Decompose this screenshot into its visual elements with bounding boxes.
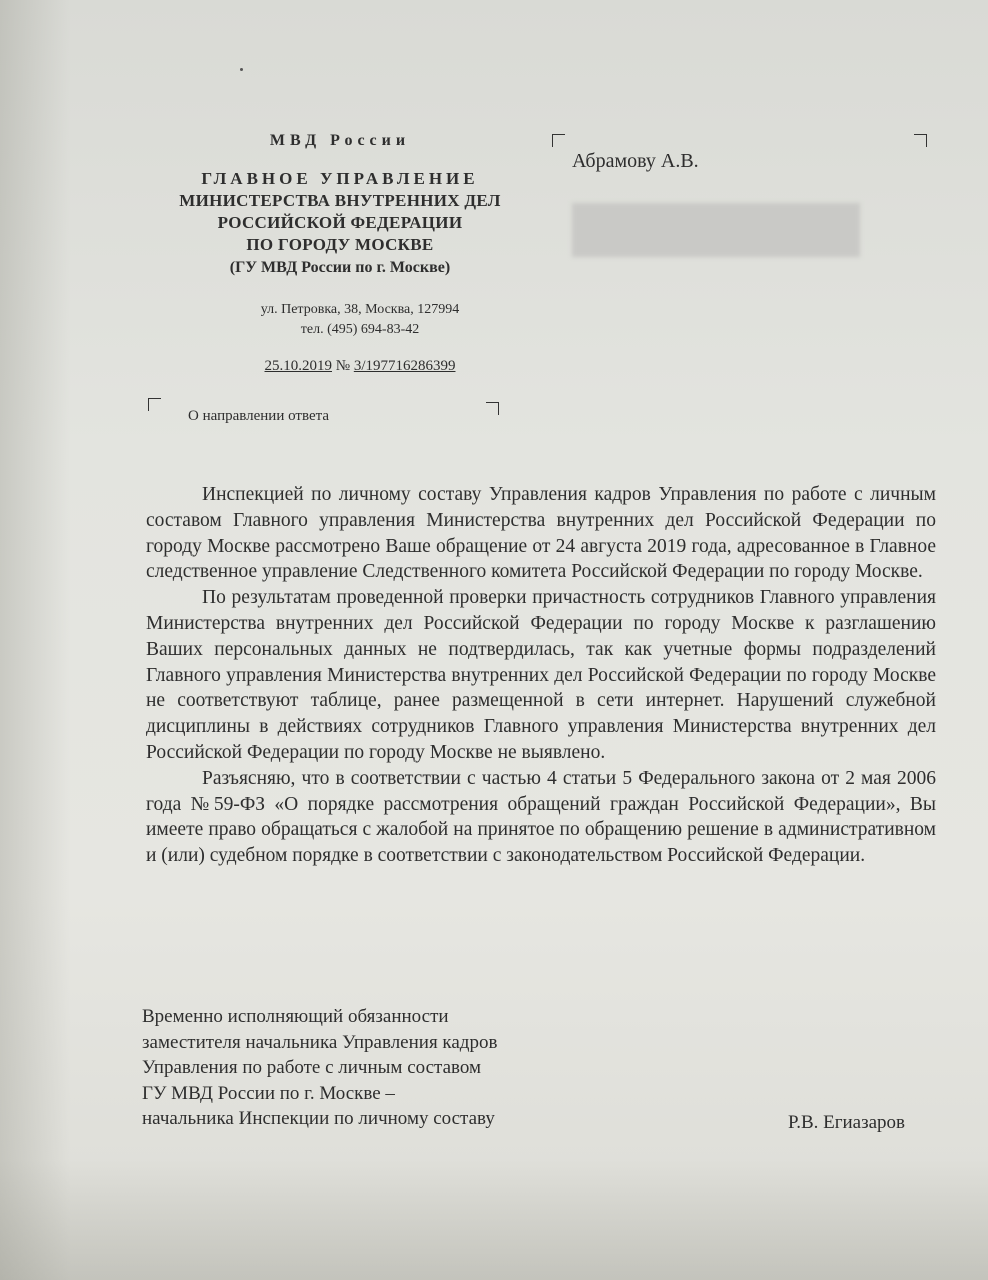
body-paragraph-3: Разъясняю, что в соответствии с частью 4 статьи 5 Федерального закона от 2 мая 2006 года №59-ФЗ «О порядке рассмотрения обращений граждан Российской Федерации», Вы имеете право обращаться с жалобой на принятое по обращению решение в административном и (или) судебном порядке в соответствии с законодательством Российской Федерации. — [146, 767, 936, 867]
paper-speck — [240, 68, 243, 71]
dept-line-4: ПО ГОРОДУ МОСКВЕ — [246, 235, 434, 254]
position-line-4: ГУ МВД России по г. Москве – — [142, 1082, 395, 1104]
letter-body — [146, 482, 936, 869]
redacted-address — [572, 203, 860, 257]
letterhead — [140, 132, 540, 375]
page-shadow-bottom — [0, 1160, 988, 1280]
number-sign: № — [335, 358, 351, 374]
dept-line-1: ГЛАВНОЕ УПРАВЛЕНИЕ — [201, 169, 479, 188]
letter-date: 25.10.2019 — [264, 358, 332, 374]
postal-address — [140, 300, 540, 340]
position-line-5: начальника Инспекции по личному составу — [142, 1108, 495, 1129]
registration-line — [140, 358, 540, 375]
signatory-name: Р.В. Егиазаров — [788, 1112, 906, 1133]
dept-line-3: РОССИЙСКОЙ ФЕДЕРАЦИИ — [217, 213, 463, 232]
phone-number: тел. (495) 694-83-42 — [300, 322, 420, 337]
letter-number: 3/197716286399 — [353, 358, 456, 374]
addressee-corner-left — [552, 134, 565, 147]
body-paragraph-2: По результатам проведенной проверки причастность сотрудников Главного управления Министерства внутренних дел Российской Федерации по городу Москве к разглашению Ваших персональных данных не подтвердилась, так как учетные формы подразделений Главного управления Министерства внутренних дел Российской Федерации по городу Москве не соответствуют таблице, ранее размещенной в сети интернет. Нарушений служебной дисциплины в действиях сотрудников Главного управления Министерства внутренних дел Российской Федерации по городу Москве не выявлено. — [146, 587, 936, 763]
addressee-name: Абрамову А.В. — [572, 150, 699, 172]
subject-corner-right — [486, 402, 499, 415]
position-line-2: заместителя начальника Управления кадров — [142, 1031, 498, 1053]
dept-line-2: МИНИСТЕРСТВА ВНУТРЕННИХ ДЕЛ — [179, 191, 501, 210]
dept-abbreviation: (ГУ МВД России по г. Москве) — [229, 259, 451, 276]
addressee-corner-right — [914, 134, 927, 147]
letter-subject: О направлении ответа — [188, 408, 330, 424]
body-paragraph-1: Инспекцией по личному составу Управления кадров Управления по работе с личным составом Главного управления Министерства внутренних дел Российской Федерации по городу Москве рассмотрено Ваше обращение от 24 августа 2019 года, адресованное в Главное следственное управление Следственного комитета Российской Федерации по городу Москве. — [146, 484, 936, 583]
position-line-3: Управления по работе с личным составом — [142, 1057, 482, 1078]
position-line-1: Временно исполняющий обязанности — [142, 1006, 449, 1027]
subject-corner-left — [148, 398, 161, 411]
ministry-name: МВД России — [269, 132, 411, 149]
street-address: ул. Петровка, 38, Москва, 127994 — [260, 302, 460, 317]
signatory-position — [142, 1004, 602, 1132]
page-shadow-left — [0, 0, 70, 1280]
